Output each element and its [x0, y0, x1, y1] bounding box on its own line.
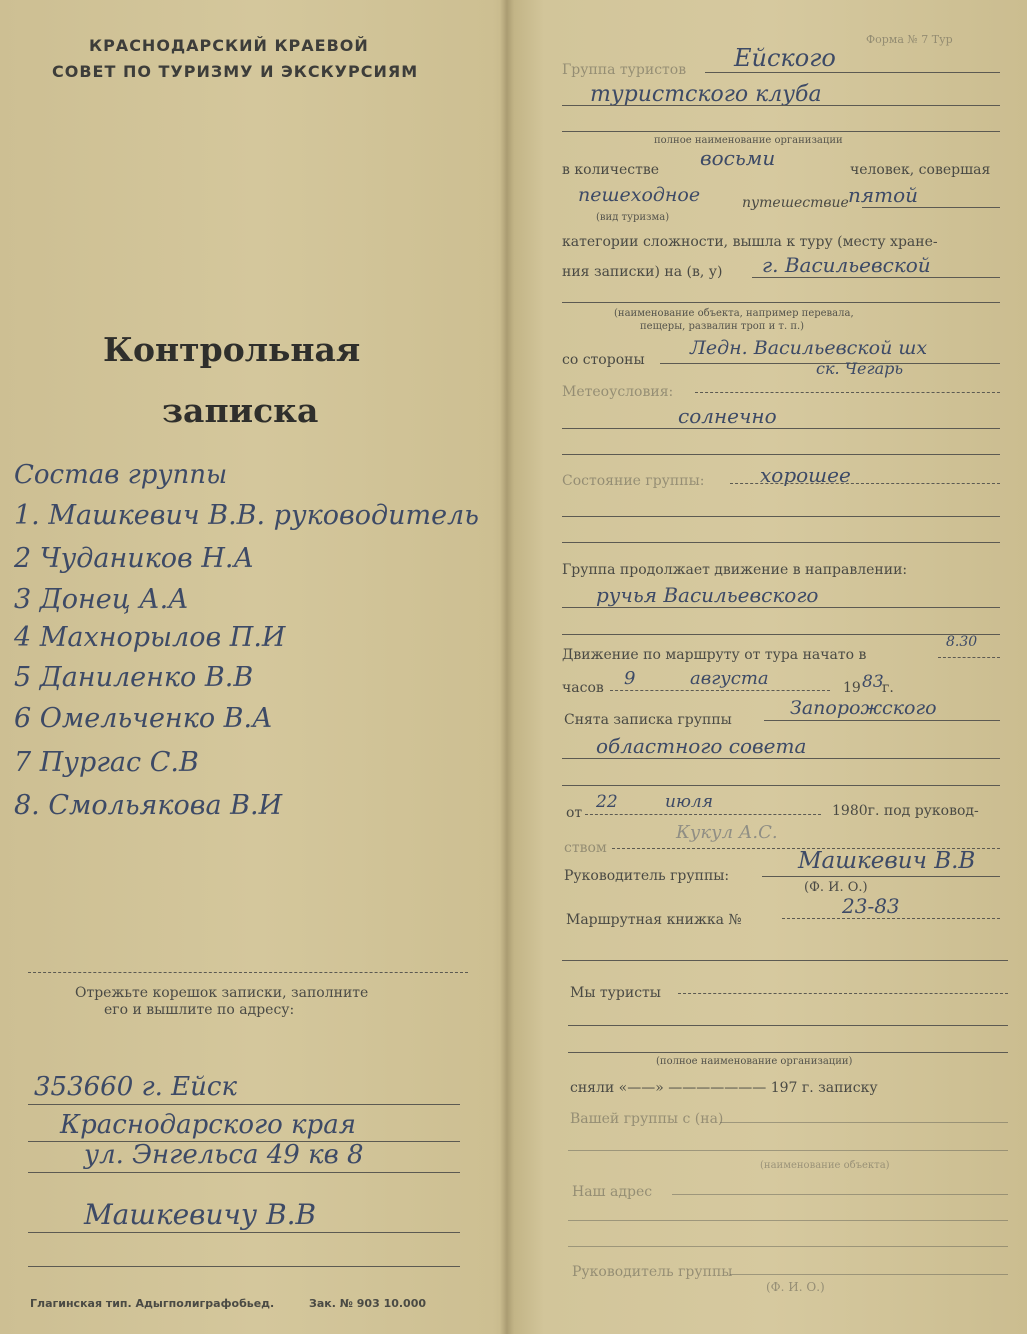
movement-time: 8.30 [946, 634, 978, 650]
stvom-value: Кукул А.С. [676, 822, 778, 843]
fio2-caption: (Ф. И. О.) [766, 1280, 825, 1294]
rule-movement-time [938, 657, 1000, 658]
direction-label: Группа продолжает движение в направлении: [562, 562, 908, 578]
movement-year-suffix: г. [882, 680, 894, 696]
count-suffix: человек, совершая [850, 162, 991, 178]
member-2: 2 Чудаников Н.А [14, 543, 254, 574]
we-label: Мы туристы [570, 985, 661, 1001]
member-8: 8. Смольякова В.И [14, 790, 283, 821]
taken-label: Снята записка группы [564, 712, 732, 728]
address-rule-4 [28, 1232, 460, 1233]
page-fold [500, 0, 514, 1334]
rule-address-2 [568, 1220, 1008, 1221]
book-label: Маршрутная книжка № [566, 912, 742, 928]
rule-direction-2 [562, 634, 1000, 635]
rule-group-2 [562, 105, 1000, 106]
your-group-label: Вашей группы с (на) [570, 1111, 724, 1127]
stvom-label: ством [564, 840, 607, 856]
side-value-1: Ледн. Васильевской шх [690, 337, 928, 359]
address-line-4: Машкевичу В.В [84, 1198, 317, 1231]
rule-weather-2 [562, 428, 1000, 429]
address-line-3: ул. Энгельса 49 кв 8 [84, 1140, 364, 1170]
from-label: от [566, 805, 583, 821]
rule-weather-1 [695, 392, 1000, 393]
rule-book-2 [562, 960, 1008, 961]
leader-value: Машкевич В.В [798, 848, 976, 874]
rule-state-2 [562, 516, 1000, 517]
rule-we-1 [678, 993, 1008, 994]
instruction-line-1: Отрежьте корешок записки, заполните [75, 985, 369, 1001]
fio-caption: (Ф. И. О.) [804, 880, 868, 895]
rule-leader2 [730, 1274, 1008, 1275]
side-label: со стороны [562, 352, 645, 368]
kind-caption: (вид туризма) [596, 212, 670, 223]
object-caption-2: пещеры, развалин троп и т. п.) [640, 321, 805, 332]
title-line-2: записка [162, 391, 319, 430]
address-label: Наш адрес [572, 1184, 653, 1200]
movement-day: 9 [624, 668, 636, 689]
from-year-text: 1980г. под руковод- [832, 803, 979, 819]
rule-taken-1 [764, 720, 1000, 721]
rule-category [752, 277, 1000, 278]
address-rule-5 [28, 1266, 460, 1267]
side-value-2: ск. Чегарь [816, 359, 904, 378]
header-line-1: КРАСНОДАРСКИЙ КРАЕВОЙ [89, 36, 369, 55]
member-7: 7 Пургас С.В [14, 747, 199, 778]
leader2-label: Руководитель группы [572, 1264, 733, 1280]
taken-value-2: областного совета [596, 734, 807, 758]
rule-leader [762, 876, 1000, 877]
book-value: 23-83 [842, 894, 900, 918]
category-value: г. Васильевской [762, 253, 931, 277]
state-label: Состояние группы: [562, 473, 705, 489]
member-5: 5 Даниленко В.В [14, 662, 254, 693]
address-rule-1 [28, 1104, 460, 1105]
org-caption: полное наименование организации [654, 135, 843, 146]
group-heading: Состав группы [14, 460, 228, 490]
rule-taken-3 [562, 785, 1000, 786]
rule-trip [862, 207, 1000, 208]
movement-year-prefix: 19 [843, 680, 861, 696]
count-value: восьми [700, 146, 776, 170]
member-3: 3 Донец А.А [14, 584, 189, 615]
member-4: 4 Махнорылов П.И [14, 622, 286, 653]
form-number: Форма № 7 Тур [866, 33, 953, 46]
weather-label: Метеоусловия: [562, 384, 674, 400]
rule-we-2 [568, 1025, 1008, 1026]
rule-book [782, 918, 1000, 919]
category-line-1: категории сложности, вышла к туру (месту хране- [562, 234, 938, 250]
weather-value: солнечно [678, 404, 777, 428]
object-caption-1: (наименование объекта, например перевала, [614, 308, 854, 319]
leader-label: Руководитель группы: [564, 868, 730, 884]
from-day: 22 [596, 792, 618, 812]
rule-from [585, 814, 821, 815]
movement-label: Движение по маршруту от тура начато в [562, 647, 867, 663]
trip-value: пятой [848, 183, 919, 207]
address-rule-3 [28, 1172, 460, 1173]
address-line-2: Краснодарского края [60, 1110, 356, 1140]
footer-order: Зак. № 903 10.000 [309, 1297, 427, 1310]
hours-label: часов [562, 680, 604, 696]
org-caption-2: (полное наименование организации) [656, 1056, 853, 1067]
kind-value: пешеходное [578, 184, 701, 206]
rule-group-1 [705, 72, 1000, 73]
rule-we-3 [568, 1052, 1008, 1053]
rule-address-3 [568, 1246, 1008, 1247]
address-line-1: 353660 г. Ейск [34, 1072, 237, 1102]
rule-state-1 [730, 483, 1000, 484]
footer-printer: Глагинская тип. Адыгполиграфобьед. [30, 1297, 275, 1310]
movement-year: 83 [862, 672, 884, 692]
rule-your-group-2 [568, 1150, 1008, 1151]
rule-category-2 [562, 302, 1000, 303]
from-month: июля [665, 792, 713, 812]
header-line-2: СОВЕТ ПО ТУРИЗМУ И ЭКСКУРСИЯМ [52, 62, 419, 81]
member-1: 1. Машкевич В.В. руководитель [14, 500, 479, 531]
group-value-1: Ейского [734, 44, 836, 72]
trip-label: путешествие [742, 195, 849, 211]
group-value-2: туристского клуба [590, 82, 822, 107]
title-line-1: Контрольная [103, 330, 361, 369]
taken-value-1: Запорожского [790, 697, 937, 719]
rule-taken-2 [562, 758, 1000, 759]
group-label: Группа туристов [562, 62, 687, 78]
rule-direction-1 [562, 607, 1000, 608]
category-line-2: ния записки) на (в, у) [562, 264, 723, 280]
rule-your-group [720, 1122, 1008, 1123]
object-faint: (наименование объекта) [760, 1160, 890, 1171]
member-6: 6 Омельченко В.А [14, 703, 273, 734]
rule-state-3 [562, 542, 1000, 543]
count-prefix: в количестве [562, 162, 660, 178]
movement-month: августа [690, 668, 769, 689]
rule-movement-date [610, 690, 830, 691]
direction-value: ручья Васильевского [596, 583, 819, 607]
cut-line [28, 972, 468, 973]
took-label: сняли «——» ——————— 197 г. записку [570, 1080, 878, 1096]
state-value: хорошее [760, 463, 851, 487]
rule-group-3 [562, 131, 1000, 132]
instruction-line-2: его и вышлите по адресу: [104, 1002, 295, 1018]
rule-weather-3 [562, 454, 1000, 455]
rule-address-1 [672, 1194, 1008, 1195]
